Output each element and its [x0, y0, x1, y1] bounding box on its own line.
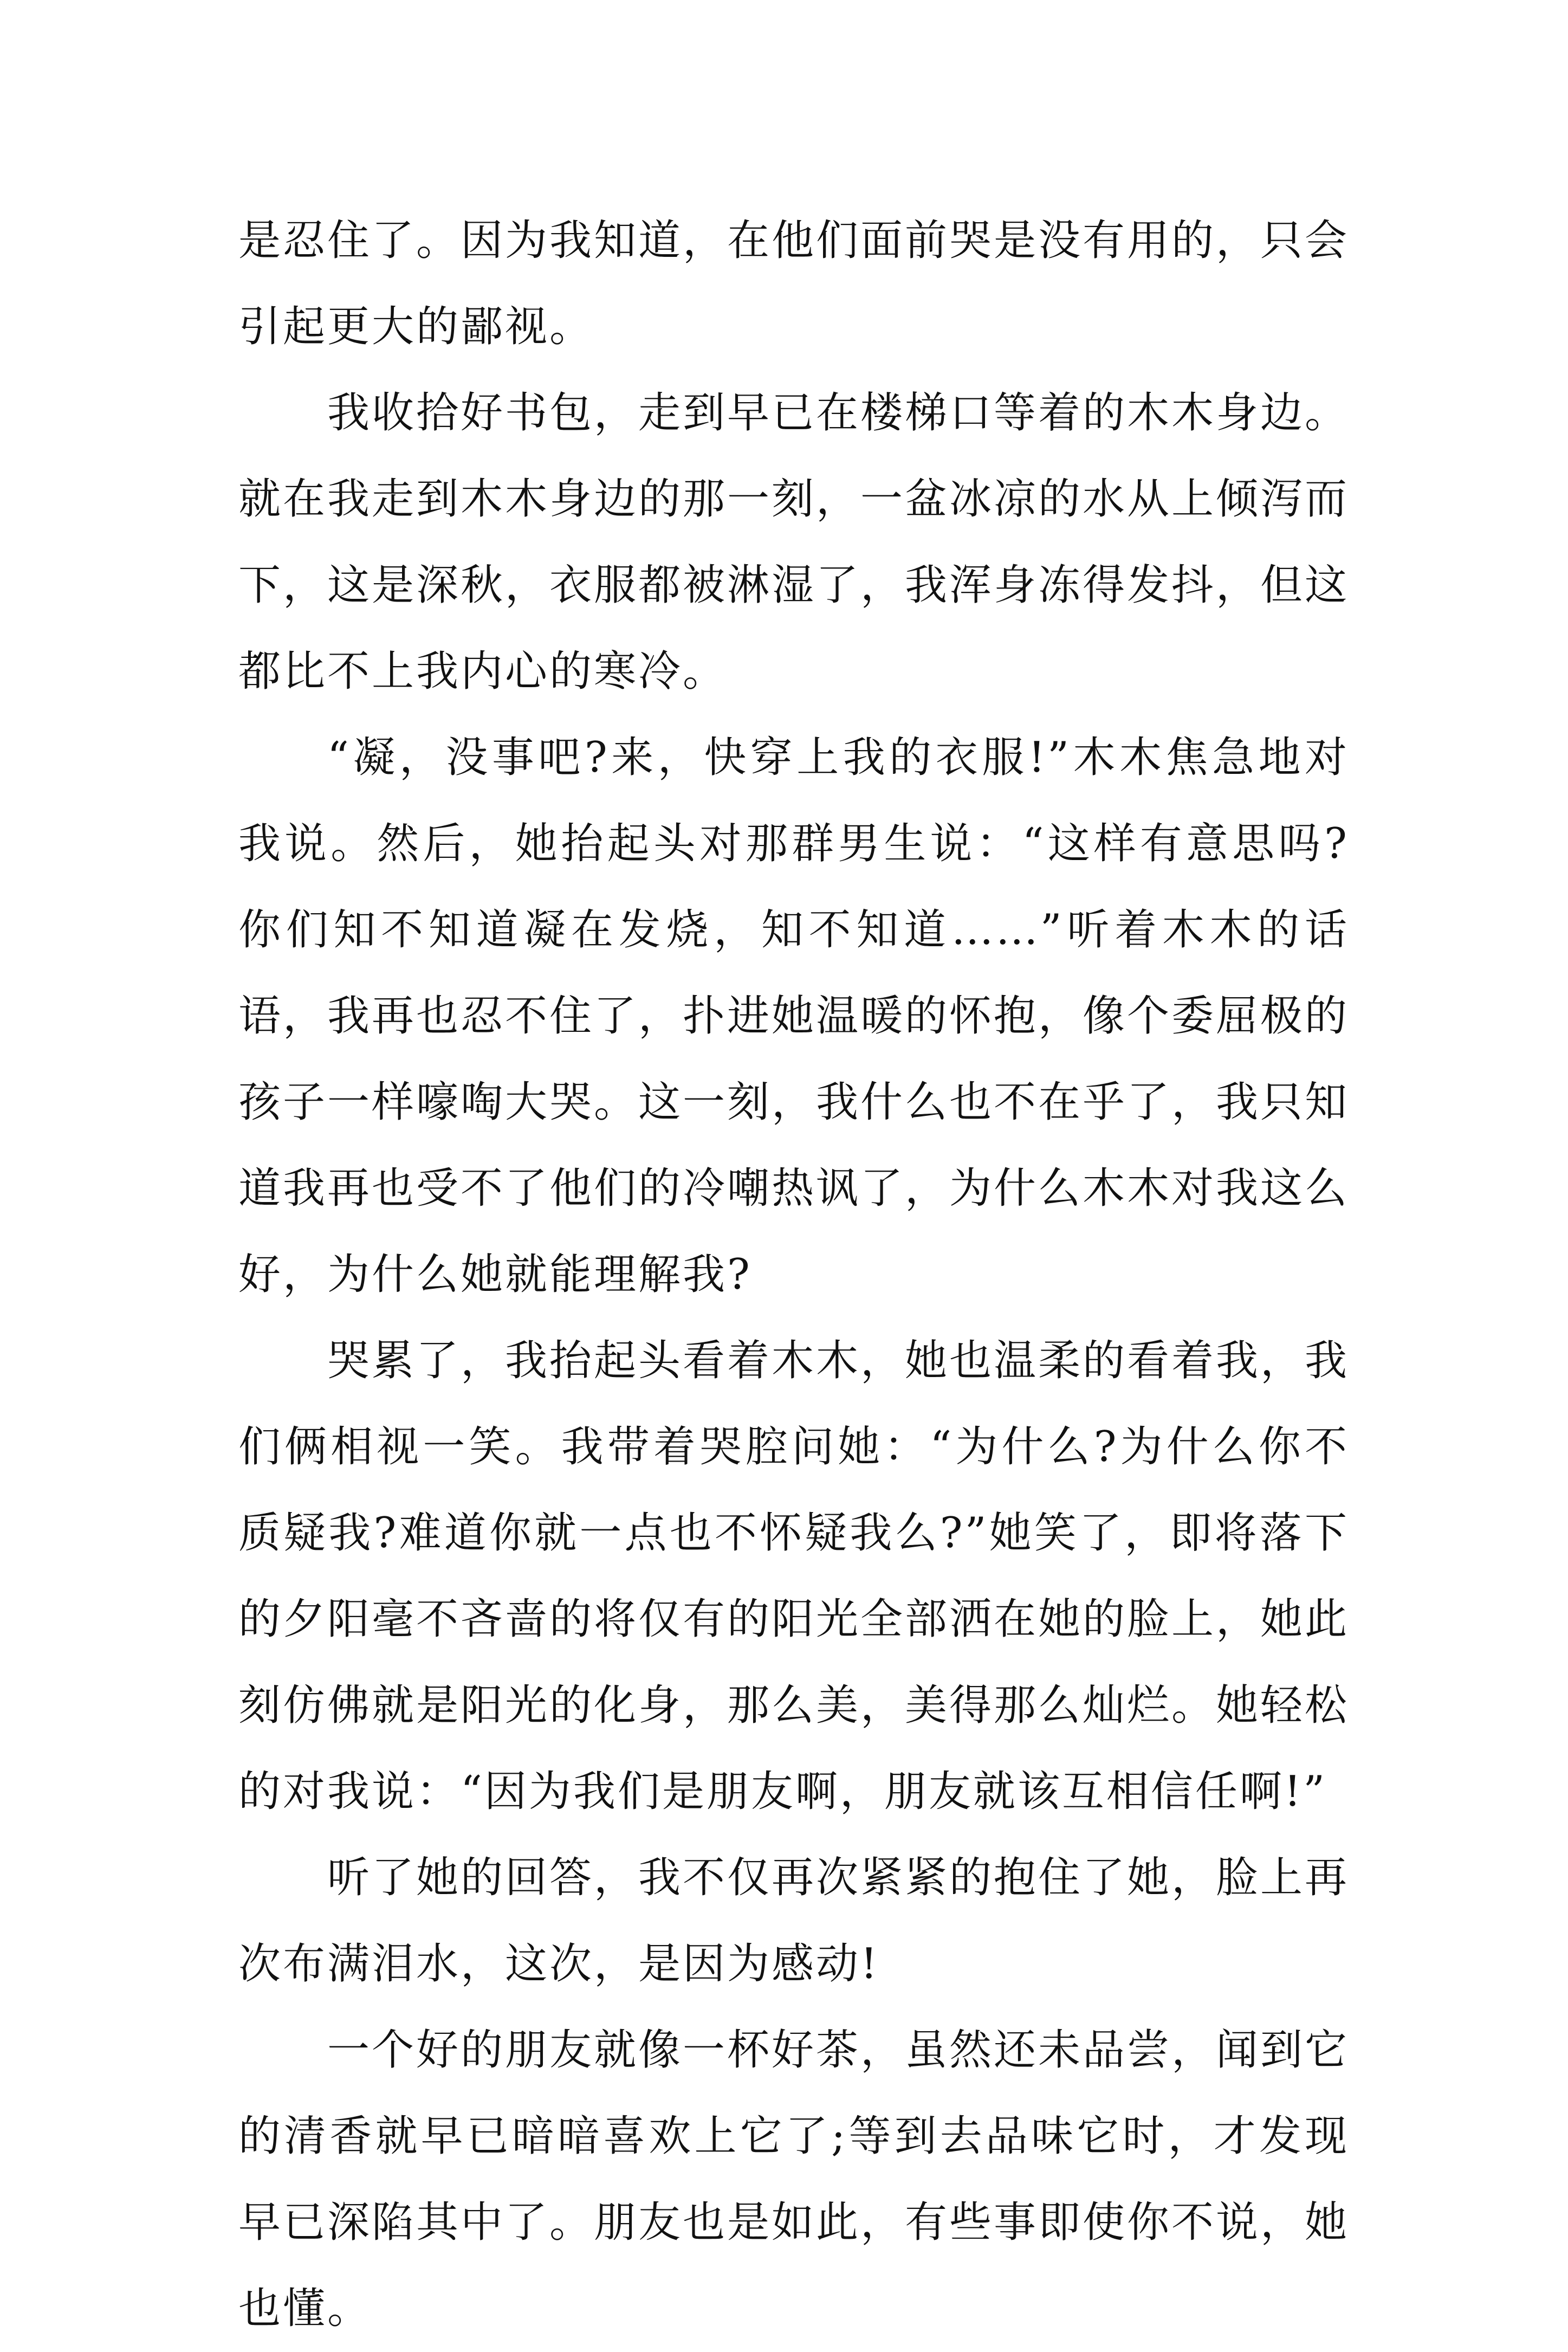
paragraph-3: “凝，没事吧?来，快穿上我的衣服!”木木焦急地对我说。然后，她抬起头对那群男生说：“这样有意思吗?你们知不知道凝在发烧，知不知道……”听着木木的话语，我再也忍不住了，扑进她温暖的怀抱，像个委屈极的孩子一样嚎啕大哭。这一刻，我什么也不在乎了，我只知道我再也受不了他们的冷嘲热讽了，为什么木木对我这么好，为什么她就能理解我?: [238, 733, 1350, 1299]
paragraph-4: 哭累了，我抬起头看着木木，她也温柔的看着我，我们俩相视一笑。我带着哭腔问她：“为什么?为什么你不质疑我?难道你就一点也不怀疑我么?”她笑了，即将落下的夕阳毫不吝啬的将仅有的阳光全部洒在她的脸上，她此刻仿佛就是阳光的化身，那么美，美得那么灿烂。她轻松的对我说：“因为我们是朋友啊，朋友就该互相信任啊!”: [238, 1336, 1350, 1816]
paragraph-1: 是忍住了。因为我知道，在他们面前哭是没有用的，只会引起更大的鄙视。: [238, 216, 1350, 351]
paragraph-6: 一个好的朋友就像一杯好茶，虽然还未品尝，闻到它的清香就早已暗暗喜欢上它了;等到去品味它时，才发现早已深陷其中了。朋友也是如此，有些事即使你不说，她也懂。: [238, 2026, 1350, 2333]
document-body: [238, 198, 1349, 2352]
paragraph-5: 听了她的回答，我不仅再次紧紧的抱住了她，脸上再次布满泪水，这次，是因为感动!: [238, 1853, 1350, 1988]
paragraph-2: 我收拾好书包，走到早已在楼梯口等着的木木身边。就在我走到木木身边的那一刻，一盆冰凉的水从上倾泻而下，这是深秋，衣服都被淋湿了，我浑身冻得发抖，但这都比不上我内心的寒冷。: [238, 389, 1350, 696]
